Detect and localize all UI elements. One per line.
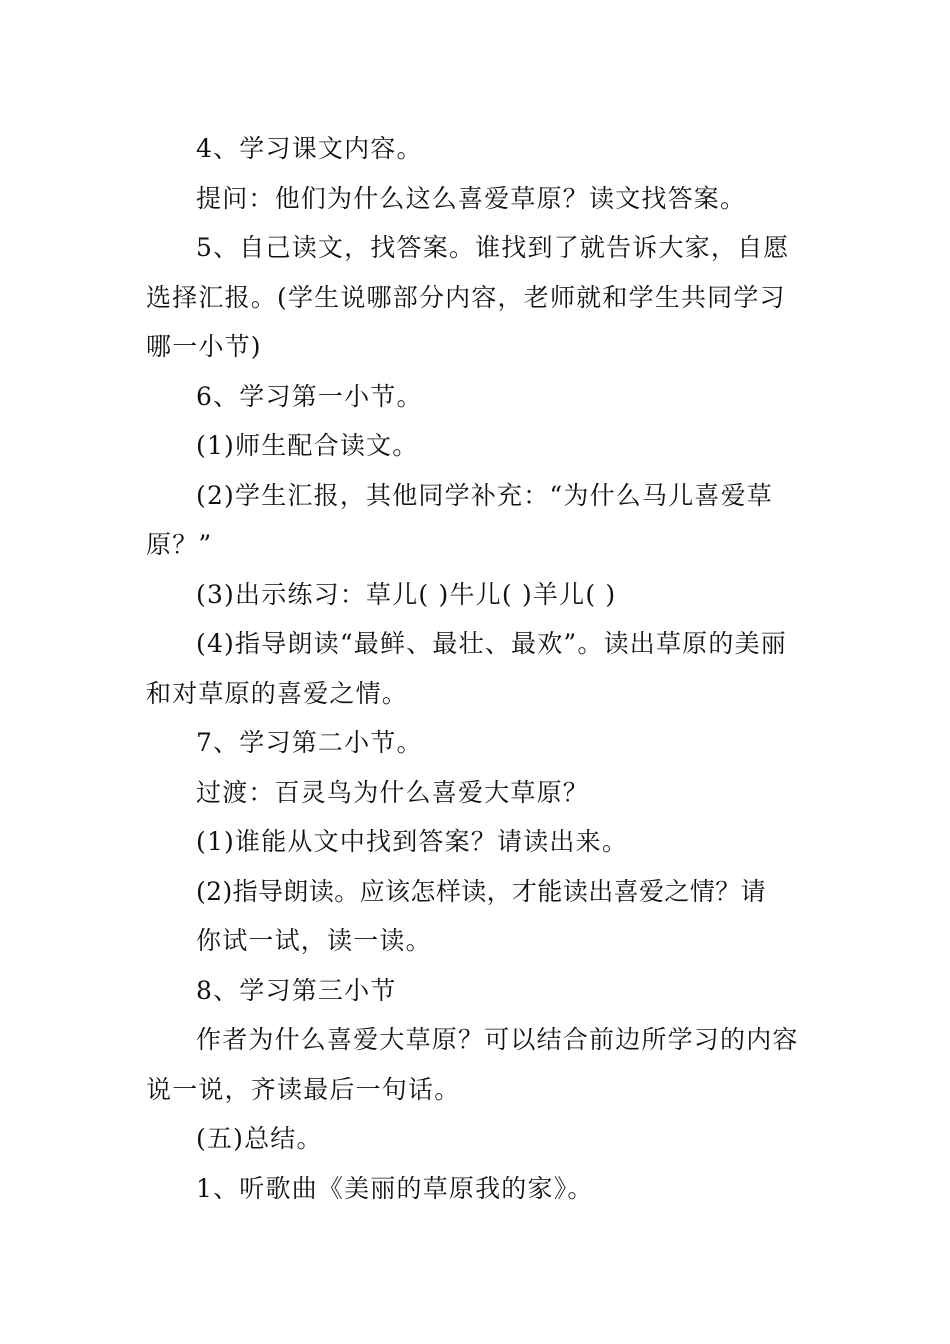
paragraph-item-6-1: (1)师生配合读文。 <box>196 431 419 460</box>
paragraph-question: 提问：他们为什么这么喜爱草原？读文找答案。 <box>196 183 747 213</box>
paragraph-step-8-body: 作者为什么喜爱大草原？可以结合前边所学习的内容说一说，齐读最后一句话。 <box>146 1025 799 1104</box>
paragraph-item-7-2: (2)指导朗读。应该怎样读，才能读出喜爱之情？请 <box>196 876 767 906</box>
paragraph-step-4: 4、学习课文内容。 <box>196 134 423 163</box>
paragraph-item-6-2: (2)学生汇报，其他同学补充：“为什么马儿喜爱草原？” <box>146 480 773 559</box>
document-body <box>146 124 810 1213</box>
paragraph-summary-1: 1、听歌曲《美丽的草原我的家》。 <box>196 1173 594 1203</box>
paragraph-step-6: 6、学习第一小节。 <box>196 381 423 411</box>
paragraph-item-6-3: (3)出示练习：草儿( )牛儿( )羊儿( ) <box>196 579 617 609</box>
paragraph-item-7-1: (1)谁能从文中找到答案？请读出来。 <box>196 827 629 856</box>
paragraph-summary-heading: (五)总结。 <box>196 1124 323 1153</box>
paragraph-item-7-2-continued: 你试一试，读一读。 <box>196 926 432 955</box>
paragraph-step-5: 5、自己读文，找答案。谁找到了就告诉大家，自愿选择汇报。(学生说哪部分内容，老师就和学生共同学习哪一小节) <box>146 233 790 361</box>
paragraph-item-6-4: (4)指导朗读“最鲜、最壮、最欢”。读出草原的美丽和对草原的喜爱之情。 <box>146 629 787 708</box>
paragraph-step-8: 8、学习第三小节 <box>196 975 397 1005</box>
paragraph-transition: 过渡：百灵鸟为什么喜爱大草原？ <box>196 777 590 807</box>
paragraph-step-7: 7、学习第二小节。 <box>196 728 423 757</box>
